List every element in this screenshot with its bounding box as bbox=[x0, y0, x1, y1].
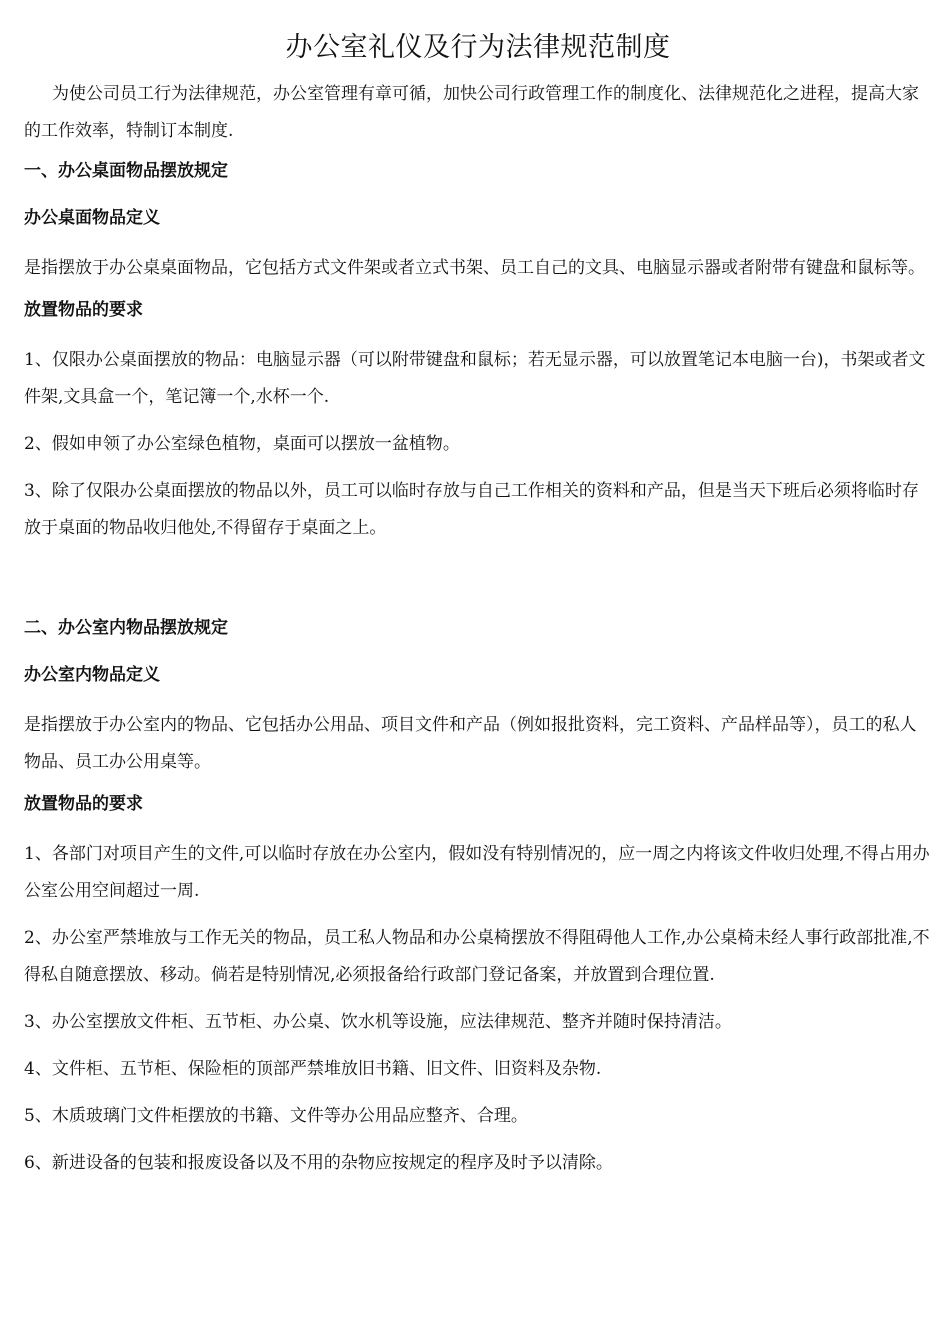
definition-text: 是指摆放于办公桌桌面物品，它包括方式文件架或者立式书架、员工自己的文具、电脑显示器或者附带有键盘和鼠标等。 bbox=[24, 258, 925, 278]
section-spacer bbox=[24, 557, 932, 615]
intro-paragraph: 为使公司员工行为法律规范，办公室管理有章可循，加快公司行政管理工作的制度化、法律规范化之进程，提高大家的工作效率，特制订本制度. bbox=[24, 84, 919, 141]
document-title: 办公室礼仪及行为法律规范制度 bbox=[285, 32, 671, 63]
section-desk-items bbox=[24, 158, 932, 547]
definition-heading: 办公室内物品定义 bbox=[24, 665, 160, 685]
section-heading: 一、办公桌面物品摆放规定 bbox=[24, 161, 228, 181]
requirement-item: 1、各部门对项目产生的文件,可以临时存放在办公室内，假如没有特别情况的，应一周之内将该文件收归处理,不得占用办公室公用空间超过一周. bbox=[24, 844, 930, 901]
definition-heading: 办公桌面物品定义 bbox=[24, 208, 160, 228]
requirement-item: 2、办公室严禁堆放与工作无关的物品，员工私人物品和办公桌椅摆放不得阻碍他人工作,办公桌椅未经人事行政部批准,不得私自随意摆放、移动。倘若是特别情况,必须报备给行政部门登记备案，并放置到合理位置. bbox=[24, 928, 930, 985]
requirement-item: 1、仅限办公桌面摆放的物品：电脑显示器（可以附带键盘和鼠标；若无显示器，可以放置笔记本电脑一台)，书架或者文件架,文具盒一个，笔记簿一个,水杯一个. bbox=[24, 350, 926, 407]
requirement-item: 4、文件柜、五节柜、保险柜的顶部严禁堆放旧书籍、旧文件、旧资料及杂物. bbox=[24, 1059, 602, 1079]
section-office-items bbox=[24, 615, 932, 1182]
document-page bbox=[24, 28, 932, 1192]
requirements-heading: 放置物品的要求 bbox=[24, 300, 143, 320]
requirement-item: 2、假如申领了办公室绿色植物，桌面可以摆放一盆植物。 bbox=[24, 434, 460, 454]
requirement-item: 3、除了仅限办公桌面摆放的物品以外，员工可以临时存放与自己工作相关的资料和产品，但是当天下班后必须将临时存放于桌面的物品收归他处,不得留存于桌面之上。 bbox=[24, 481, 919, 538]
requirement-item: 5、木质玻璃门文件柜摆放的书籍、文件等办公用品应整齐、合理。 bbox=[24, 1106, 528, 1126]
definition-text: 是指摆放于办公室内的物品、它包括办公用品、项目文件和产品（例如报批资料，完工资料、产品样品等），员工的私人物品、员工办公用桌等。 bbox=[24, 715, 917, 772]
requirement-item: 3、办公室摆放文件柜、五节柜、办公桌、饮水机等设施，应法律规范、整齐并随时保持清洁。 bbox=[24, 1012, 732, 1032]
requirements-heading: 放置物品的要求 bbox=[24, 794, 143, 814]
requirement-item: 6、新进设备的包装和报废设备以及不用的杂物应按规定的程序及时予以清除。 bbox=[24, 1153, 613, 1173]
section-heading: 二、办公室内物品摆放规定 bbox=[24, 618, 228, 638]
